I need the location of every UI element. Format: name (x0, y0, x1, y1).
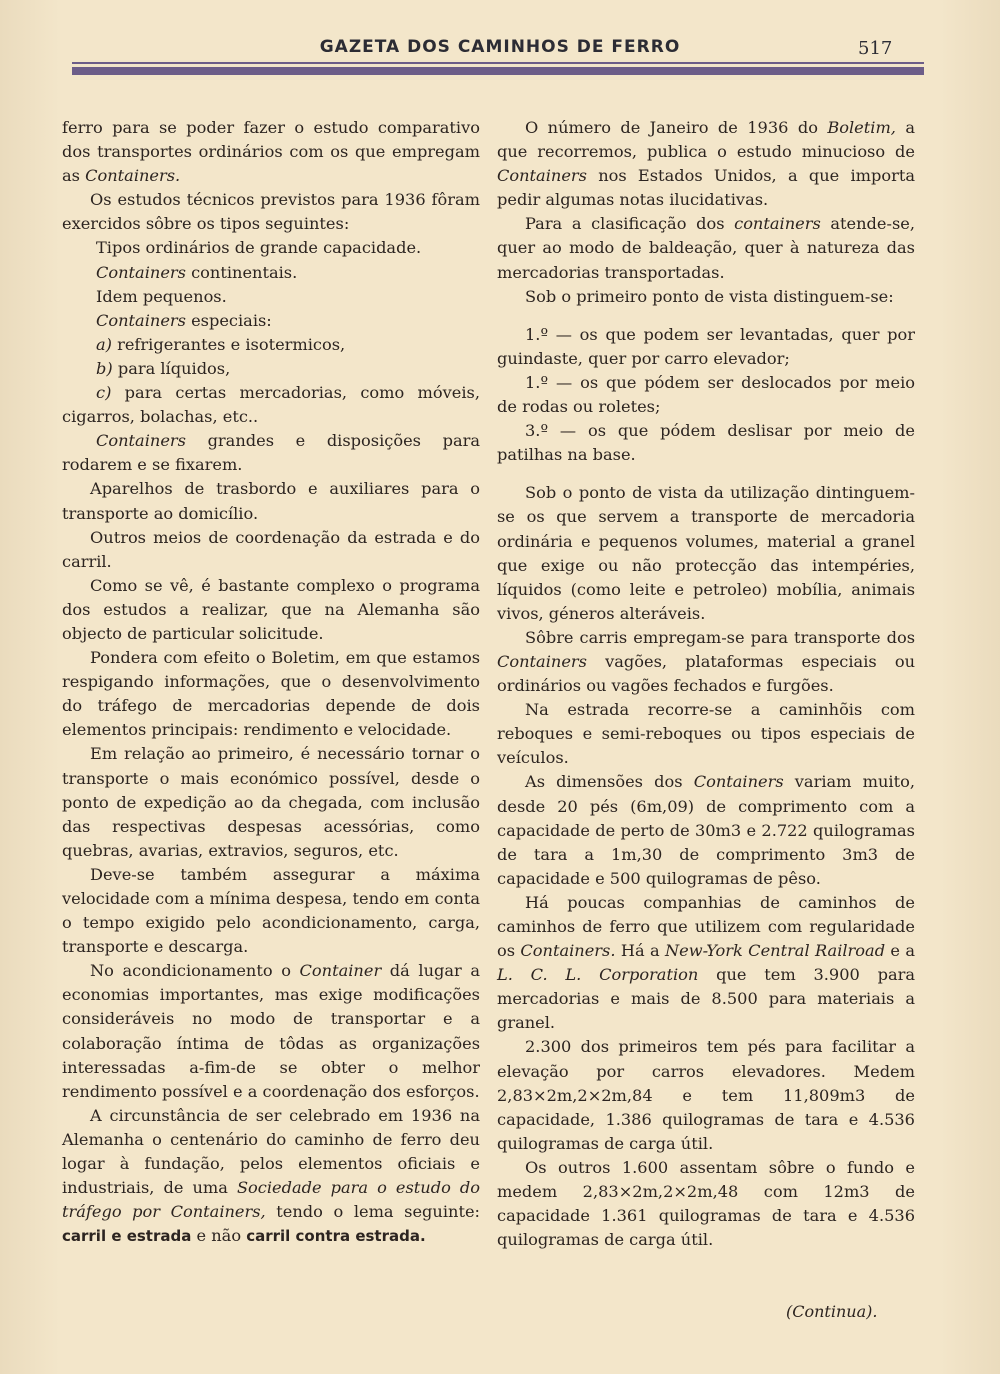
continuation-note: (Continua). (786, 1302, 878, 1321)
list-item: c) para certas mercadorias, como móveis, cigarros, bolachas, etc.. (62, 383, 480, 427)
left-column (62, 116, 480, 1248)
paragraph: Os estudos técnicos previstos para 1936 fôram exercidos sôbre os tipos seguintes: (62, 190, 480, 234)
paragraph: 2.300 dos primeiros tem pés para facilitar a elevação por carros elevadores. Medem 2,83×2m,2×2m,84 e tem 11,809m3 de capacidade, 1.386 quilogramas de tara e 4.536 quilogramas de carga útil. (497, 1037, 915, 1153)
paragraph: A circunstância de ser celebrado em 1936 na Alemanha o centenário do caminho de ferro deu logar à fundação, pelos elementos oficiais e industriais, de uma Sociedade para o estudo do tráfego por Containers, tendo o lema seguinte: carril e estrada e não carril contra estrada. (62, 1105, 480, 1246)
paragraph: Sob o ponto de vista da utilização dintinguem-se os que servem a transporte de mercadoria ordinária e pequenos volumes, material a granel que exige ou não protecção das intempéries, líquidos (como leite e petroleo) mobília, animais vivos, géneros alteráveis. (497, 483, 915, 623)
header-rule-thick (72, 67, 924, 75)
list-item: Containers continentais. (96, 262, 298, 282)
header-rule-thin (72, 62, 924, 64)
paragraph: Há poucas companhias de caminhos de caminhos de ferro que utilizem com regularidade os Containers. Há a New-York Central Railroad e a L. C. L. Corporation que tem 3.900 para mercadorias e mais de 8.500 para materiais a granel. (497, 892, 915, 1033)
paragraph: Os outros 1.600 assentam sôbre o fundo e medem 2,83×2m,2×2m,48 com 12m3 de capacidade 1.361 quilogramas de tara e 4.536 quilogramas de carga útil. (497, 1157, 915, 1250)
paragraph: As dimensões dos Containers variam muito, desde 20 pés (6m,09) de comprimento com a capacidade de perto de 30m3 e 2.722 quilogramas de tara a 1m,30 de comprimento 3m3 de capacidade e 500 quilogramas de pêso. (497, 772, 915, 888)
paragraph: Pondera com efeito o Boletim, em que estamos respigando informações, que o desenvolvimento do tráfego de mercadorias depende de dois elementos principais: rendimento e velocidade. (62, 648, 480, 740)
paragraph: Para a clasificação dos containers atende-se, quer ao modo de baldeação, quer à natureza das mercadorias transportadas. (497, 214, 915, 282)
paragraph: Como se vê, é bastante complexo o programa dos estudos a realizar, que na Alemanha são objecto de particular solicitude. (62, 575, 480, 643)
list-item: Aparelhos de trasbordo e auxiliares para o transporte ao domicílio. (62, 479, 480, 523)
list-item: 1.º — os que pódem ser deslocados por meio de rodas ou roletes; (497, 372, 915, 417)
list-item: Tipos ordinários de grande capacidade. (96, 238, 422, 258)
list-item: Outros meios de coordenação da estrada e do carril. (62, 527, 480, 571)
paragraph: Sob o primeiro ponto de vista distinguem-se: (525, 286, 894, 306)
list-item: a) refrigerantes e isotermicos, (96, 334, 346, 354)
list-item: b) para líquidos, (96, 358, 231, 378)
paragraph: Sôbre carris empregam-se para transporte dos Containers vagões, plataformas especiais ou ordinários ou vagões fechados e furgões. (497, 627, 915, 696)
paragraph: No acondicionamento o Container dá lugar a economias importantes, mas exige modificações consideráveis no modo de transportar e a colaboração íntima de tôdas as organizações interessadas a-fim-de se obter o melhor rendimento possível e a coordenação dos esforços. (62, 961, 480, 1101)
list-item: 3.º — os que pódem deslisar por meio de patilhas na base. (497, 421, 915, 465)
journal-title: GAZETA DOS CAMINHOS DE FERRO (319, 37, 681, 57)
list-item: 1.º — os que podem ser levantadas, quer por guindaste, quer por carro elevador; (497, 324, 915, 368)
list-item: Containers especiais: (96, 310, 272, 330)
list-item: Containers grandes e disposições para rodarem e se fixarem. (62, 431, 480, 475)
right-column (497, 116, 915, 1252)
paragraph: O número de Janeiro de 1936 do Boletim, a que recorremos, publica o estudo minucioso de Containers nos Estados Unidos, a que importa pedir algumas notas ilucidativas. (497, 118, 915, 210)
page-number: 517 (858, 38, 893, 59)
paragraph: ferro para se poder fazer o estudo comparativo dos transportes ordinários com os que empregam as Containers. (62, 118, 480, 186)
paragraph: Na estrada recorre-se a caminhõis com reboques e semi-reboques ou tipos especiais de veículos. (497, 700, 915, 768)
paragraph: Em relação ao primeiro, é necessário tornar o transporte o mais económico possível, desde o ponto de expedição ao da chegada, com inclusão das respectivas despesas acessórias, como quebras, avarias, extravios, seguros, etc. (62, 744, 480, 860)
paragraph: Deve-se também assegurar a máxima velocidade com a mínima despesa, tendo em conta o tempo exigido pelo acondicionamento, carga, transporte e descarga. (62, 864, 480, 957)
list-item: Idem pequenos. (96, 286, 227, 306)
